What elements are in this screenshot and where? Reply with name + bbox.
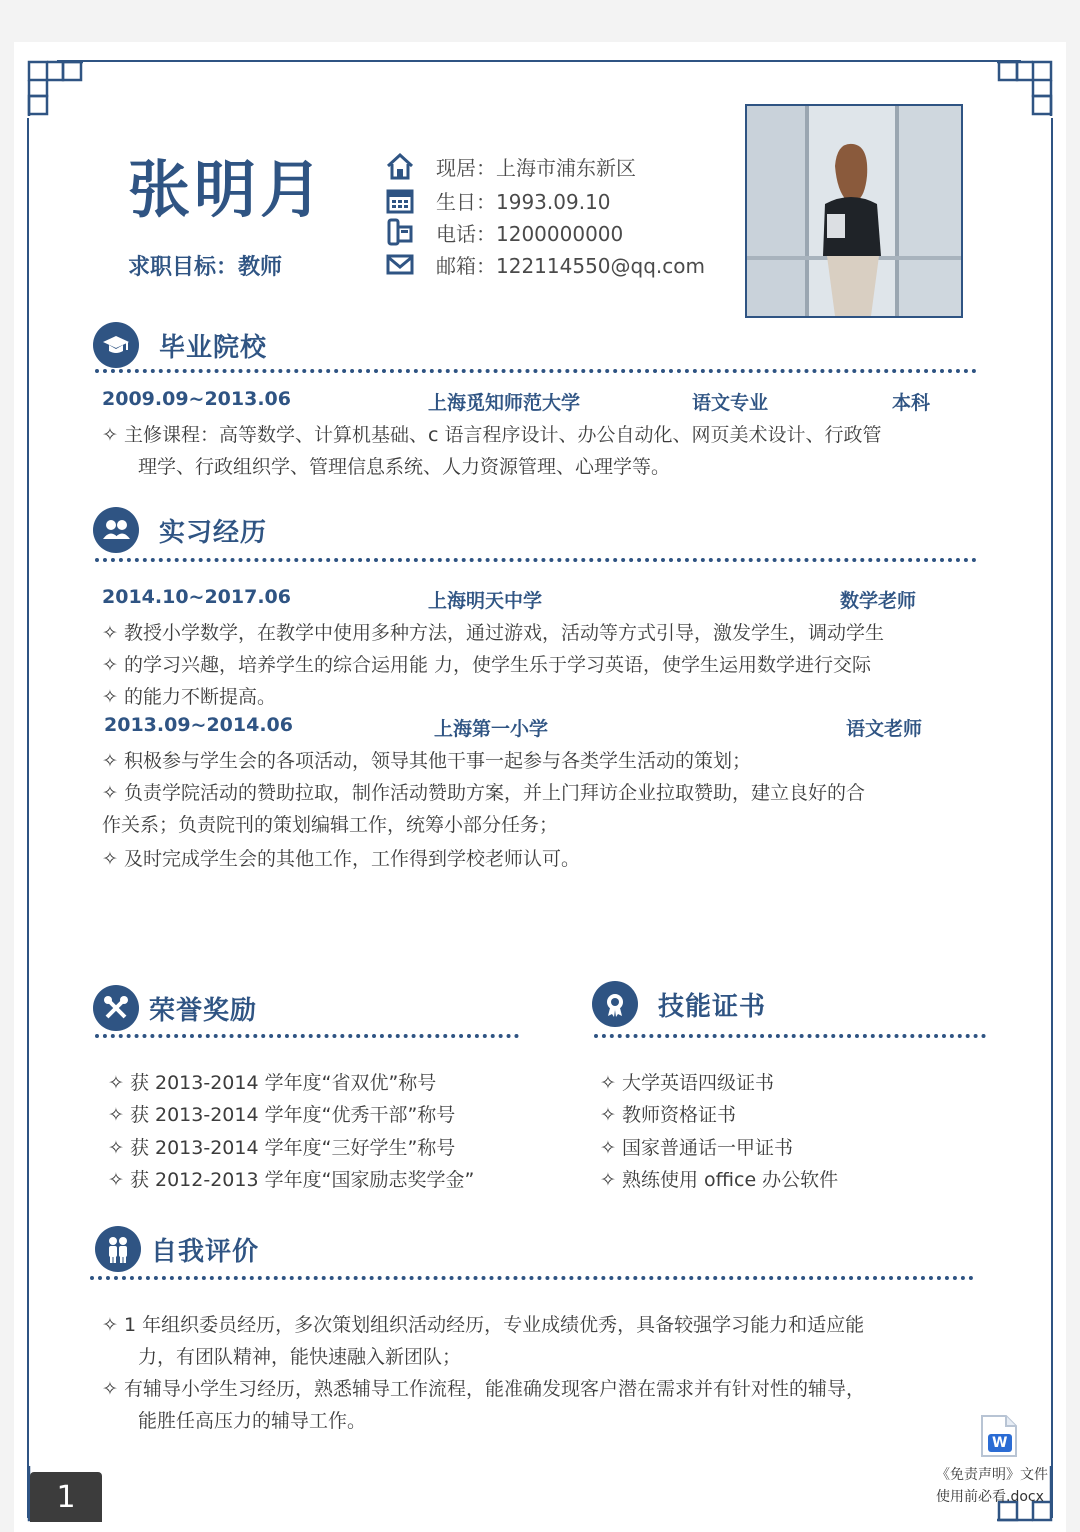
job-duty-line: 作关系；负责院刊的策划编辑工作，统筹小部分任务； [102, 814, 559, 836]
self-eval-line: 力，有团队精神，能快速融入新团队； [138, 1346, 462, 1368]
honor-item: ✧ 获 2013-2014 学年度“省双优”称号 [108, 1072, 437, 1094]
job-duty-line: ✧ 积极参与学生会的各项活动，领导其他干事一起参与各类学生活动的策划； [102, 750, 751, 772]
section-title-education: 毕业院校 [159, 332, 268, 363]
job-duty-line: ✧ 的学习兴趣，培养学生的综合运用能 力，使学生乐于学习英语，使学生运用数学进行交际 [102, 654, 872, 676]
file-caption: 《免责声明》文件 使用前必看.docx [936, 1467, 1048, 1505]
self-eval-line: ✧ 1 年组织委员经历，多次策划组织活动经历，专业成绩优秀，具备较强学习能力和适应能 [102, 1314, 865, 1336]
calendar-icon [384, 185, 416, 215]
job-org: 上海明天中学 [428, 590, 543, 612]
phone-icon [384, 217, 416, 247]
job-duty-line: ✧ 负责学院活动的赞助拉取，制作活动赞助方案，并上门拜访企业拉取赞助，建立良好的合 [102, 782, 865, 804]
graduation-cap-icon [93, 322, 139, 368]
section-header-internship [93, 507, 267, 553]
section-divider [95, 1034, 519, 1038]
skill-item: ✧ 教师资格证书 [600, 1104, 736, 1126]
job-duty-line: ✧ 及时完成学生会的其他工作，工作得到学校老师认可。 [102, 848, 580, 870]
certificate-icon [592, 981, 638, 1027]
education-major: 语文专业 [692, 392, 769, 414]
job-date: 2013.09~2014.06 [104, 714, 293, 736]
section-divider [90, 1276, 974, 1280]
info-address: 现居：上海市浦东新区 [384, 150, 636, 182]
tools-icon [93, 985, 139, 1031]
section-divider [95, 558, 977, 562]
people-icon [95, 1226, 141, 1272]
info-phone: 电话：1200000000 [384, 216, 623, 248]
info-birthday: 生日：1993.09.10 [384, 184, 611, 216]
page-number-tab[interactable]: 1 [30, 1472, 102, 1522]
skill-item: ✧ 大学英语四级证书 [600, 1072, 774, 1094]
job-date: 2014.10~2017.06 [102, 586, 291, 608]
education-date: 2009.09~2013.06 [102, 388, 291, 410]
job-objective: 求职目标：教师 [128, 255, 283, 280]
section-header-honors [93, 985, 257, 1031]
info-email: 邮箱：122114550@qq.com [384, 248, 705, 280]
section-title-internship: 实习经历 [159, 517, 268, 548]
education-degree: 本科 [892, 392, 931, 414]
section-title-honors: 荣誉奖励 [149, 995, 258, 1026]
attached-docx-file[interactable] [936, 1414, 1064, 1518]
job-role: 语文老师 [846, 718, 923, 740]
section-title-self-eval: 自我评价 [151, 1236, 260, 1267]
self-eval-line: ✧ 有辅导小学生习经历，熟悉辅导工作流程，能准确发现客户潜在需求并有针对性的辅导， [102, 1378, 865, 1400]
profile-photo [745, 104, 963, 318]
education-school: 上海觅知师范大学 [428, 392, 581, 414]
education-courses-line: 理学、行政组织学、管理信息系统、人力资源管理、心理学等。 [138, 456, 671, 478]
job-org: 上海第一小学 [434, 718, 549, 740]
skill-item: ✧ 国家普通话一甲证书 [600, 1137, 793, 1159]
skill-item: ✧ 熟练使用 office 办公软件 [600, 1169, 839, 1191]
job-duty-line: ✧ 教授小学数学，在教学中使用多种方法，通过游戏，活动等方式引导，激发学生，调动学生 [102, 622, 884, 644]
education-courses-line: ✧ 主修课程：高等数学、计算机基础、c 语言程序设计、办公自动化、网页美术设计、行政管 [102, 424, 882, 446]
section-header-skills [592, 981, 766, 1027]
section-divider [594, 1034, 986, 1038]
honor-item: ✧ 获 2012-2013 学年度“国家励志奖学金” [108, 1169, 475, 1191]
home-icon [384, 151, 416, 181]
team-icon [93, 507, 139, 553]
candidate-name: 张明月 [128, 153, 327, 226]
word-file-letter: W [992, 1435, 1008, 1451]
section-header-education [93, 322, 267, 368]
self-eval-line: 能胜任高压力的辅导工作。 [138, 1410, 367, 1432]
honor-item: ✧ 获 2013-2014 学年度“优秀干部”称号 [108, 1104, 456, 1126]
honor-item: ✧ 获 2013-2014 学年度“三好学生”称号 [108, 1137, 456, 1159]
job-role: 数学老师 [840, 590, 917, 612]
mail-icon [384, 249, 416, 279]
section-divider [95, 369, 977, 373]
section-header-self-eval [95, 1226, 259, 1272]
job-duty-line: ✧ 的能力不断提高。 [102, 686, 276, 708]
section-title-skills: 技能证书 [658, 991, 767, 1022]
